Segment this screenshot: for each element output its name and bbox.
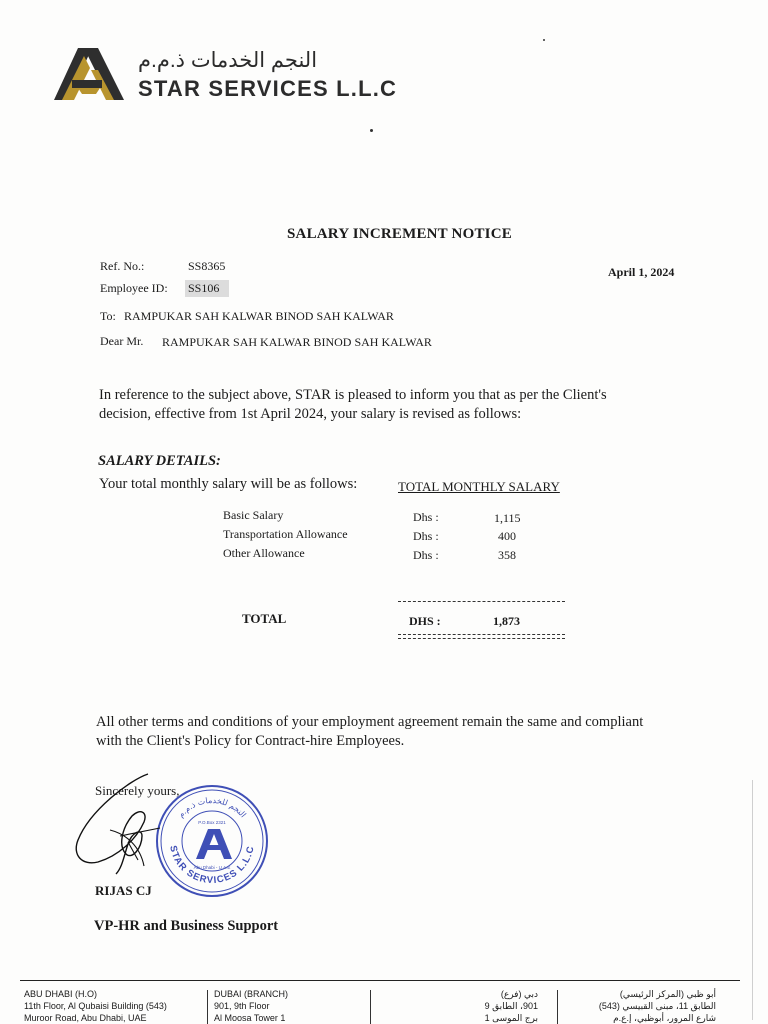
footer-divider — [370, 990, 371, 1024]
signatory-name: RIJAS CJ — [95, 883, 152, 898]
to-name: RAMPUKAR SAH KALWAR BINOD SAH KALWAR — [124, 309, 394, 323]
footer-line: 901, 9th Floor — [214, 1001, 270, 1011]
salary-row-label: Transportation Allowance — [223, 527, 348, 541]
footer-divider — [557, 990, 558, 1024]
salary-row-amount: 1,115 — [494, 511, 521, 525]
salary-row-currency: Dhs : — [413, 548, 439, 562]
footer-divider — [207, 990, 208, 1024]
salary-row-currency: Dhs : — [413, 510, 439, 524]
salary-row-amount: 358 — [498, 548, 516, 562]
terms-line-1: All other terms and conditions of your employment agreement remain the same and compliant — [96, 714, 644, 730]
scan-speck — [543, 39, 545, 41]
total-rule-bottom — [398, 634, 565, 635]
stamp-po-text: P.O.Box 2321 — [198, 820, 226, 825]
company-stamp — [154, 783, 270, 899]
salary-row-label: Basic Salary — [223, 508, 284, 522]
total-amount: 1,873 — [493, 614, 520, 628]
company-name-arabic: النجم الخدمات ذ.م.م — [138, 49, 318, 72]
scan-edge-shadow — [752, 780, 753, 1020]
footer-line: Al Moosa Tower 1 — [214, 1013, 286, 1023]
footer-line: برج الموسى 1 — [484, 1013, 538, 1023]
scan-speck — [370, 129, 373, 132]
total-label: TOTAL — [242, 611, 287, 626]
footer-line: شارع المرور، أبوظبي، إ.ع.م — [613, 1013, 716, 1023]
svg-text:النجم للخدمات ذ.م.م — [176, 796, 247, 819]
intro-line-1: In reference to the subject above, STAR is pleased to inform you that as per the Client's — [99, 387, 607, 403]
footer-line: Muroor Road, Abu Dhabi, UAE — [24, 1013, 147, 1023]
footer-line: 901، الطابق 9 — [484, 1001, 538, 1011]
terms-line-2: with the Client's Policy for Contract-hire Employees. — [96, 733, 405, 749]
salary-details-heading: SALARY DETAILS: — [98, 453, 221, 469]
footer-line: دبي (فرع) — [500, 989, 538, 999]
footer-rule — [20, 980, 740, 981]
salary-row-label: Other Allowance — [223, 546, 305, 560]
signatory-title: VP-HR and Business Support — [94, 918, 279, 934]
footer-abu-dhabi-address — [24, 988, 167, 1024]
handwritten-signature — [70, 770, 170, 875]
company-name-english: STAR SERVICES L.L.C — [138, 76, 398, 101]
footer-line: أبو ظبي (المركز الرئيسي) — [619, 989, 716, 999]
ref-label: Ref. No.: — [100, 259, 145, 273]
salary-row-currency: Dhs : — [413, 529, 439, 543]
notice-date: April 1, 2024 — [608, 265, 675, 279]
footer-line: 11th Floor, Al Qubaisi Building (543) — [24, 1001, 167, 1011]
footer-line: DUBAI (BRANCH) — [214, 989, 289, 999]
to-label: To: — [100, 309, 116, 323]
total-rule-bottom-double — [398, 638, 565, 639]
footer-dubai-address — [214, 988, 288, 1024]
footer-line: ABU DHABI (H.O) — [24, 989, 98, 999]
stamp-arabic-text: النجم للخدمات ذ.م.م — [176, 795, 248, 820]
stamp-outer-text: STAR SERVICES L.L.C — [167, 844, 257, 887]
employee-id-label: Employee ID: — [100, 281, 168, 295]
total-currency: DHS : — [409, 614, 441, 628]
footer-dubai-address-arabic — [452, 988, 538, 1024]
salary-column-header: TOTAL MONTHLY SALARY — [398, 479, 560, 494]
salutation: Sincerely yours, — [95, 783, 180, 798]
dear-name: RAMPUKAR SAH KALWAR BINOD SAH KALWAR — [162, 335, 432, 349]
total-rule-top — [398, 601, 565, 602]
intro-line-2: decision, effective from 1st April 2024, your salary is revised as follows: — [99, 406, 522, 422]
ref-value: SS8365 — [188, 259, 226, 273]
employee-id-value: SS106 — [185, 280, 229, 297]
notice-title: SALARY INCREMENT NOTICE — [287, 226, 512, 242]
salary-lead-text: Your total monthly salary will be as follows: — [99, 476, 358, 492]
company-logo — [48, 42, 128, 104]
dear-label: Dear Mr. — [100, 334, 144, 348]
salary-row-amount: 400 — [498, 529, 516, 543]
footer-abu-dhabi-address-arabic — [580, 988, 716, 1024]
footer-line: الطابق 11، مبنى القبيسي (543) — [598, 1001, 716, 1011]
stamp-city-text: Abu Dhabi - U.A.E — [193, 865, 231, 870]
